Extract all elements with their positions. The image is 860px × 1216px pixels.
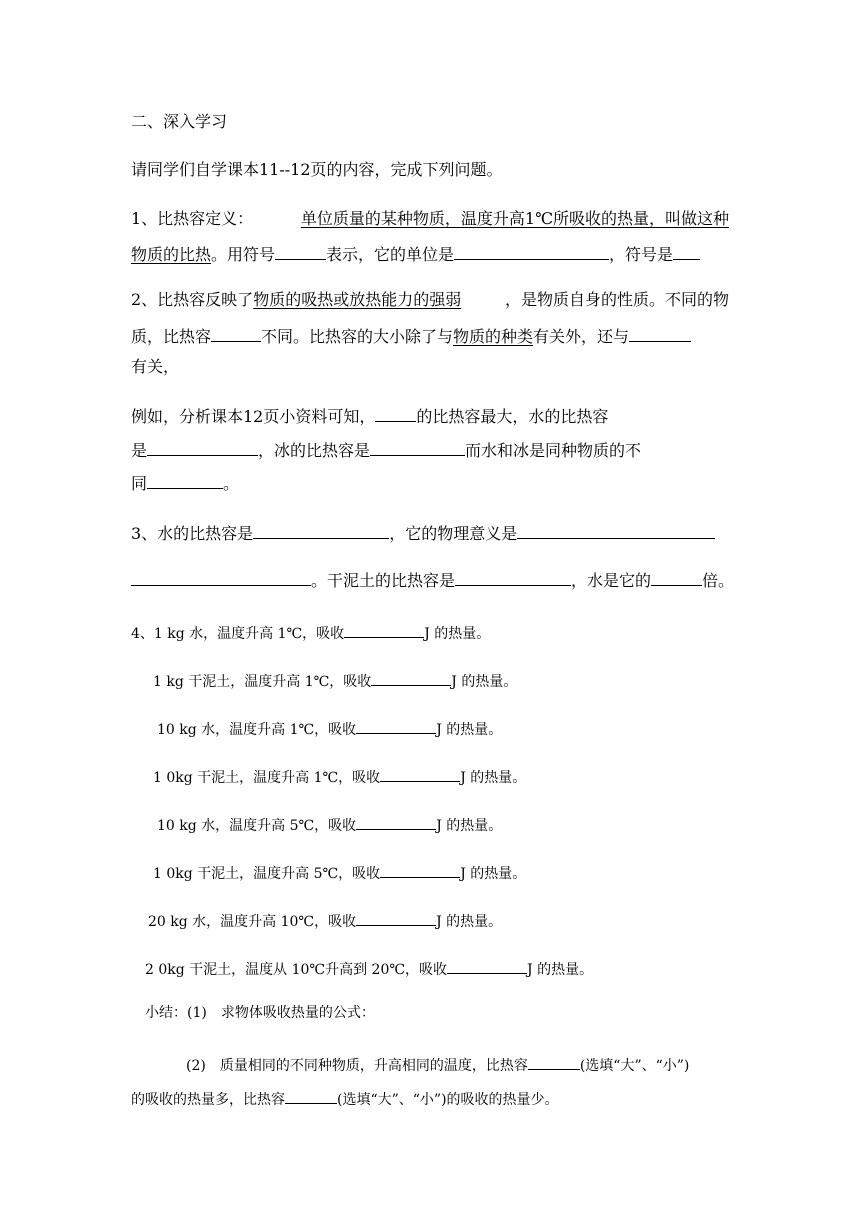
q4-item-suffix: J 的热量。	[527, 962, 594, 978]
q4-item-text: 20 kg 水，温度升高 10℃，吸收	[148, 914, 357, 930]
q4-item	[131, 622, 490, 641]
q4-item-suffix: J 的热量。	[460, 866, 527, 882]
q4-item-text: 2 0kg 干泥土，温度从 10℃升高到 20℃，吸收	[145, 962, 448, 978]
q2-example-line-2	[131, 440, 641, 459]
summary-line-2	[186, 1054, 689, 1073]
section-title	[131, 114, 227, 130]
q4-item	[153, 766, 526, 785]
q3-blank-2[interactable]	[517, 523, 715, 539]
q4-item-text: 1 0kg 干泥土，温度升高 5℃，吸收	[153, 866, 381, 882]
q2-text-2: 质，比热容	[131, 327, 212, 346]
q2-example-blank-2[interactable]	[147, 440, 258, 456]
q4-item	[153, 670, 517, 689]
q2-example-7: 。	[223, 474, 240, 493]
q4-item-text: 1 0kg 干泥土，温度升高 1℃，吸收	[153, 770, 381, 786]
q3-blank-4[interactable]	[455, 570, 571, 586]
q4-item-suffix: J 的热量。	[436, 914, 503, 930]
intro-text	[131, 162, 503, 178]
q2-underlined-1: 物质的吸热或放热能力的强弱	[253, 290, 462, 309]
q2-example-line-3	[131, 473, 239, 492]
q1-definition-part-2: 物质的比热	[131, 245, 212, 264]
q2-example-blank-3[interactable]	[370, 440, 465, 456]
q2-example-line-1	[131, 406, 608, 425]
q2-example-3: 是	[131, 441, 148, 460]
q2-example-6: 同	[131, 474, 148, 493]
q2-example-blank-4[interactable]	[147, 473, 223, 489]
q2-line-1	[131, 292, 729, 308]
q3-blank-1[interactable]	[253, 523, 389, 539]
q1-line-1	[131, 211, 729, 227]
q3-text-3: 。干泥土的比热容是	[311, 571, 456, 590]
q1-text-1: 。用符号	[211, 245, 276, 264]
q4-item	[148, 910, 502, 929]
q4-item-text: 10 kg 水，温度升高 1℃，吸收	[157, 722, 357, 738]
summary-blank-1[interactable]	[528, 1054, 580, 1070]
q2-underlined-2: 物质的种类	[453, 327, 534, 346]
q2-blank-2[interactable]	[629, 326, 691, 342]
q4-item-blank[interactable]	[356, 718, 436, 734]
q2-example-4: ，冰的比热容是	[258, 441, 371, 460]
summary-text-2a: (2) 质量相同的不同种物质，升高相同的温度，比热容	[186, 1058, 528, 1074]
q4-item	[145, 958, 593, 977]
q4-item-suffix: J 的热量。	[436, 818, 503, 834]
q2-line-3	[131, 359, 179, 375]
q2-prefix: 2、比热容反映了	[131, 290, 254, 309]
q4-item-suffix: J 的热量。	[460, 770, 527, 786]
q2-text-5: 有关，	[131, 357, 180, 376]
summary-text-1: 小结：(1) 求物体吸收热量的公式：	[145, 1005, 375, 1021]
q4-item-blank[interactable]	[356, 910, 436, 926]
q2-example-1: 例如，分析课本12页小资料可知，	[131, 407, 376, 426]
q4-item-text: 4、1 kg 水，温度升高 1℃，吸收	[131, 626, 345, 642]
q3-line-2	[131, 570, 734, 589]
q4-item-blank[interactable]	[380, 766, 460, 782]
q1-prefix: 1、比热容定义：	[131, 209, 254, 228]
q4-item-blank[interactable]	[447, 958, 527, 974]
q1-symbol-blank[interactable]	[275, 244, 326, 260]
q3-line-1	[131, 523, 715, 542]
q1-line-2	[131, 244, 700, 263]
q3-text-1: 3、水的比热容是	[131, 524, 254, 543]
summary-blank-2[interactable]	[285, 1088, 337, 1104]
q1-definition-part-1: 单位质量的某种物质，温度升高1℃所吸收的热量，叫做这种	[300, 209, 729, 228]
q3-text-2: ，它的物理意义是	[389, 524, 518, 543]
q4-item-blank[interactable]	[371, 670, 451, 686]
summary-text-2b: (选填“大”、“小”)	[579, 1058, 690, 1074]
q1-text-2: 表示，它的单位是	[326, 245, 455, 264]
intro-label: 请同学们自学课本11--12页的内容，完成下列问题。	[131, 160, 503, 179]
q4-item-blank[interactable]	[380, 862, 460, 878]
q4-item	[157, 718, 502, 737]
summary-line-1	[145, 1006, 375, 1020]
q3-text-4: ，水是它的	[571, 571, 652, 590]
q1-text-3: ，符号是	[609, 245, 674, 264]
summary-text-3b: (选填“大”、“小”)的吸收的热量少。	[337, 1092, 559, 1108]
q2-text-1: ，是物质自身的性质。不同的物	[504, 290, 729, 309]
q2-blank-1[interactable]	[211, 326, 261, 342]
q1-unit-blank[interactable]	[454, 244, 609, 260]
q3-blank-5[interactable]	[651, 570, 702, 586]
q3-text-5: 倍。	[702, 571, 735, 590]
q4-item-suffix: J 的热量。	[436, 722, 503, 738]
q4-item-text: 1 kg 干泥土，温度升高 1℃，吸收	[153, 674, 372, 690]
q4-item	[153, 862, 526, 881]
q4-item-blank[interactable]	[356, 814, 436, 830]
q2-example-5: 而水和冰是同种物质的不	[465, 441, 642, 460]
summary-line-3	[131, 1088, 559, 1107]
q4-item-suffix: J 的热量。	[424, 626, 491, 642]
q2-text-4: 有关外，还与	[533, 327, 630, 346]
q2-example-blank-1[interactable]	[375, 406, 416, 422]
q2-text-3: 不同。比热容的大小除了与	[261, 327, 454, 346]
q4-item-blank[interactable]	[344, 622, 424, 638]
q4-item-suffix: J 的热量。	[451, 674, 518, 690]
q4-item-text: 10 kg 水，温度升高 5℃，吸收	[157, 818, 357, 834]
q4-item	[157, 814, 502, 833]
section-title-text: 二、深入学习	[131, 112, 228, 131]
summary-text-3a: 的吸收的热量多，比热容	[131, 1092, 285, 1108]
q1-unit-symbol-blank[interactable]	[673, 244, 700, 260]
q2-example-2: 的比热容最大，水的比热容	[416, 407, 609, 426]
q2-line-2	[131, 326, 691, 345]
q3-blank-3[interactable]	[131, 570, 311, 586]
